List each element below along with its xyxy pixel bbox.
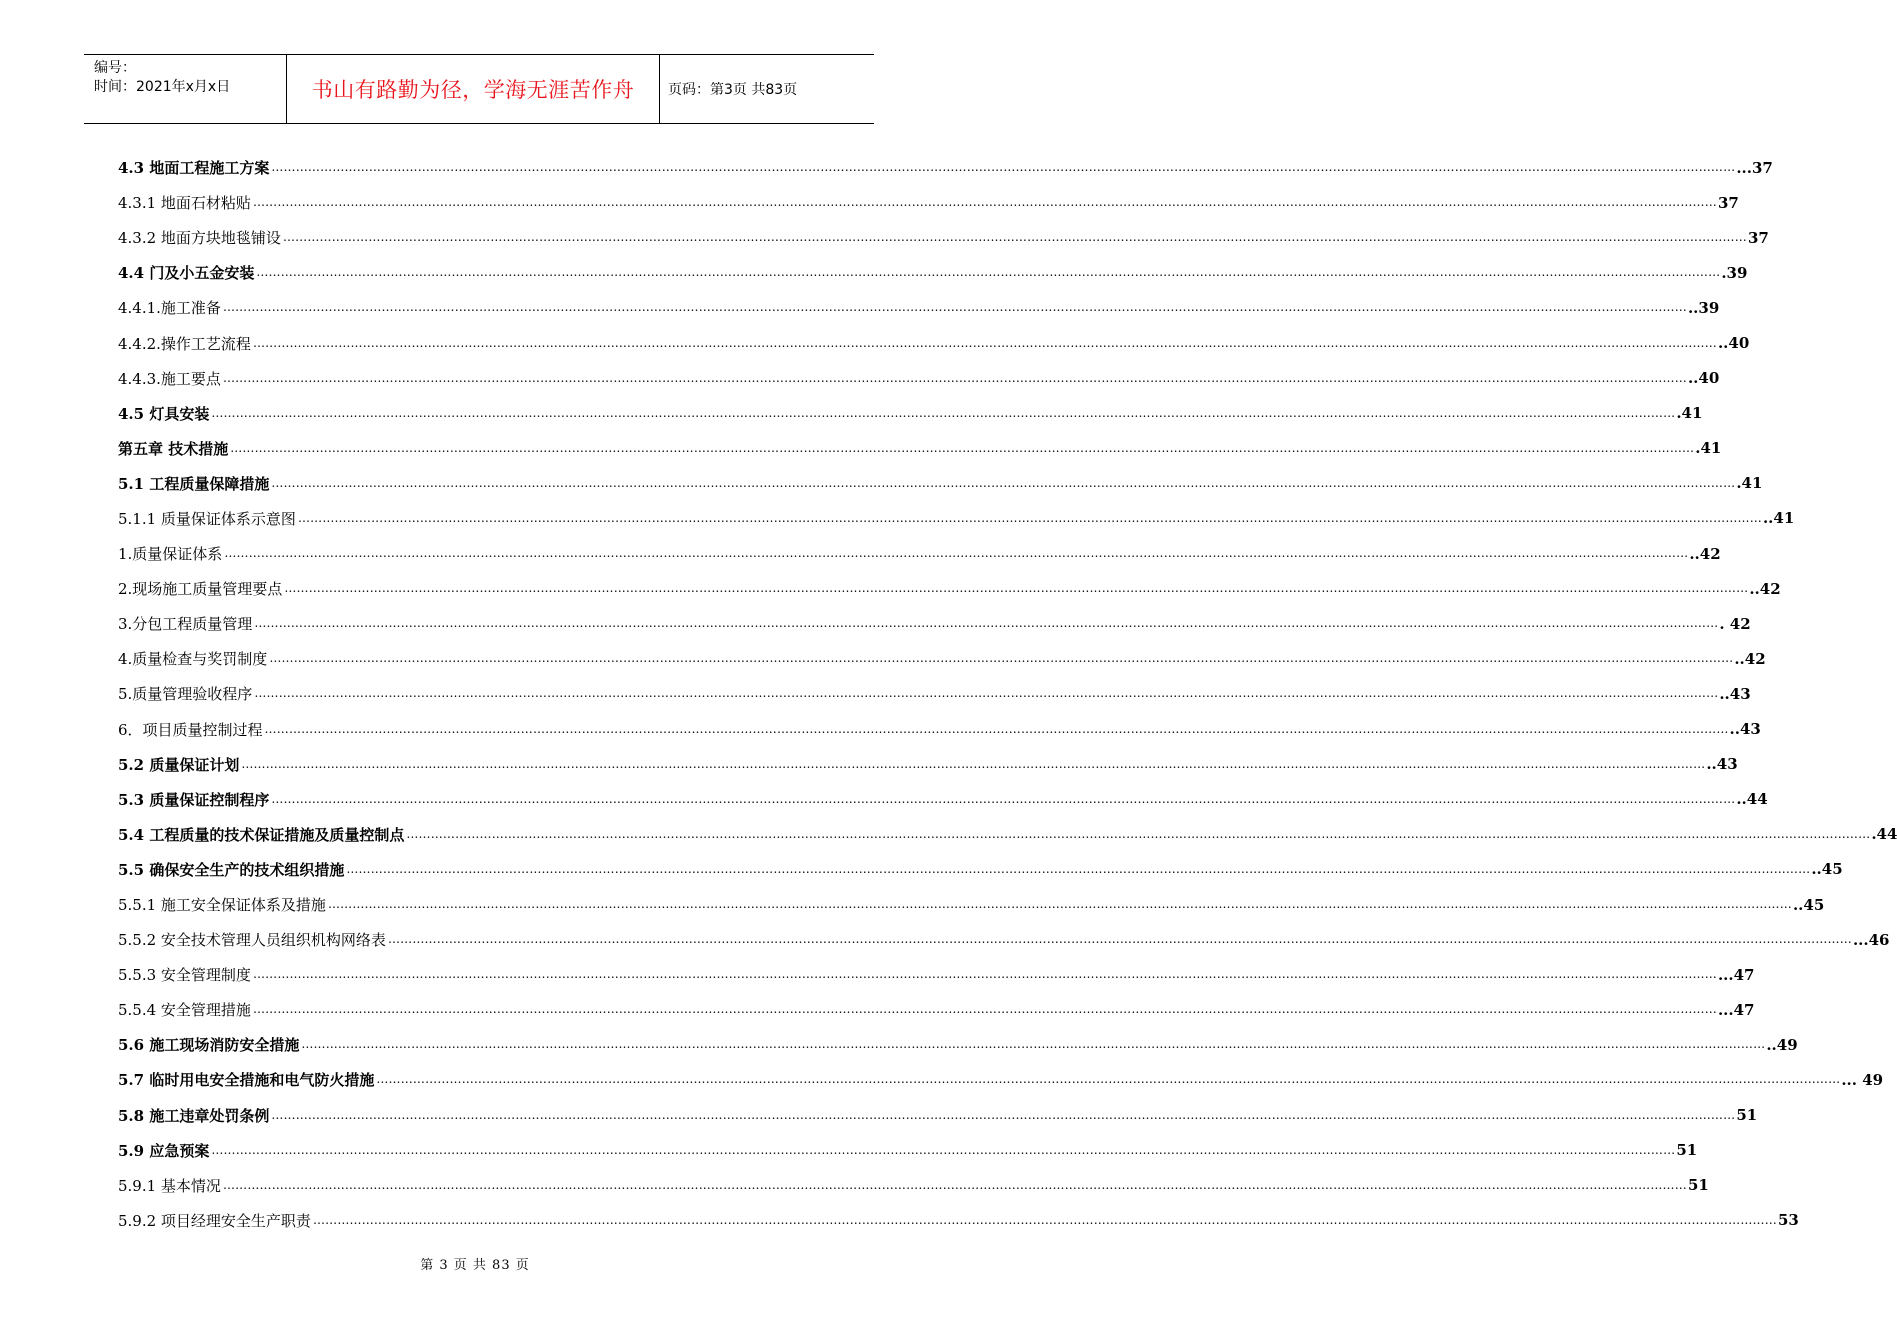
dot-leader: ……………………………………………………………………………………………………………………………………………………………………………………………………………………………………………………………………………………………………………………………… xyxy=(284,581,1749,596)
toc-entry-page: ..42 xyxy=(1734,649,1766,668)
dot-leader: ……………………………………………………………………………………………………………………………………………………………………………………………………………………………………………………………………………………………………………………………… xyxy=(230,440,1695,455)
toc-entry-page: 53 xyxy=(1777,1211,1799,1230)
toc-entry-title: 4.3.2 地面方块地毯铺设 xyxy=(118,229,281,248)
dot-leader: ……………………………………………………………………………………………………………………………………………………………………………………………………………………………………………………………………………………………………………………………… xyxy=(211,1142,1676,1157)
toc-entry-title: 5.2 质量保证计划 xyxy=(118,755,240,774)
dot-leader: ……………………………………………………………………………………………………………………………………………………………………………………………………………………………………………………………………………………………………………………………… xyxy=(271,475,1736,490)
toc-entry-title: 4.4.3.施工要点 xyxy=(118,369,221,388)
toc-entry-page: 51 xyxy=(1687,1176,1709,1195)
toc-entry[interactable] xyxy=(118,782,1768,817)
toc-entry-title: 1.质量保证体系 xyxy=(118,545,223,564)
header-meta xyxy=(84,55,286,123)
dot-leader: ……………………………………………………………………………………………………………………………………………………………………………………………………………………………………………………………………………………………………………………………… xyxy=(327,897,1792,912)
toc-entry-page: ..43 xyxy=(1729,720,1761,739)
toc-entry-page: .41 xyxy=(1676,404,1703,423)
toc-entry-page: . 42 xyxy=(1719,614,1751,633)
toc-entry-title: 6．项目质量控制过程 xyxy=(118,720,263,739)
toc-entry-title: 5.质量管理验收程序 xyxy=(118,685,253,704)
toc-entry-page: ..43 xyxy=(1719,684,1751,703)
toc-entry[interactable] xyxy=(118,1098,1758,1133)
toc-entry-page: ..39 xyxy=(1687,298,1720,317)
table-of-contents xyxy=(118,150,1897,1238)
toc-entry-title: 5.4 工程质量的技术保证措施及质量控制点 xyxy=(118,825,405,844)
toc-entry-title: 第五章 技术措施 xyxy=(118,439,229,458)
toc-entry-page: ... 49 xyxy=(1841,1070,1884,1089)
toc-entry[interactable] xyxy=(118,1168,1709,1203)
toc-entry-title: 5.9 应急预案 xyxy=(118,1141,210,1160)
toc-entry-page: .39 xyxy=(1721,263,1748,282)
toc-entry[interactable] xyxy=(118,676,1751,711)
dot-leader: ……………………………………………………………………………………………………………………………………………………………………………………………………………………………………………………………………………………………………………………………… xyxy=(264,721,1729,736)
toc-entry-title: 2.现场施工质量管理要点 xyxy=(118,580,283,599)
toc-entry[interactable] xyxy=(118,712,1761,747)
dot-leader: ……………………………………………………………………………………………………………………………………………………………………………………………………………………………………………………………………………………………………………………………… xyxy=(254,616,1719,631)
toc-entry[interactable] xyxy=(118,606,1751,641)
toc-entry[interactable] xyxy=(118,536,1721,571)
toc-entry-page: ...47 xyxy=(1717,1000,1755,1019)
toc-entry[interactable] xyxy=(118,1062,1884,1097)
dot-leader: ……………………………………………………………………………………………………………………………………………………………………………………………………………………………………………………………………………………………………………………………… xyxy=(406,826,1871,841)
toc-entry-title: 5.8 施工违章处罚条例 xyxy=(118,1106,270,1125)
dot-leader: ……………………………………………………………………………………………………………………………………………………………………………………………………………………………………………………………………………………………………………………………… xyxy=(252,1002,1717,1017)
dot-leader: ……………………………………………………………………………………………………………………………………………………………………………………………………………………………………………………………………………………………………………………………… xyxy=(271,791,1736,806)
toc-entry-title: 5.9.2 项目经理安全生产职责 xyxy=(118,1211,311,1230)
toc-entry-title: 4.4.1.施工准备 xyxy=(118,299,221,318)
toc-entry-title: 5.1.1 质量保证体系示意图 xyxy=(118,509,296,528)
dot-leader: ……………………………………………………………………………………………………………………………………………………………………………………………………………………………………………………………………………………………………………………………… xyxy=(224,546,1689,561)
toc-entry-title: 4.3.1 地面石材粘贴 xyxy=(118,194,251,213)
dot-leader: ……………………………………………………………………………………………………………………………………………………………………………………………………………………………………………………………………………………………………………………………… xyxy=(271,160,1736,175)
toc-entry[interactable] xyxy=(118,220,1769,255)
dot-leader: ……………………………………………………………………………………………………………………………………………………………………………………………………………………………………………………………………………………………………………………………… xyxy=(376,1072,1841,1087)
toc-entry-page: ..41 xyxy=(1762,509,1795,528)
toc-entry-title: 5.5.2 安全技术管理人员组织机构网络表 xyxy=(118,931,386,950)
toc-entry[interactable] xyxy=(118,957,1755,992)
toc-entry-page: ..45 xyxy=(1811,860,1843,879)
toc-entry[interactable] xyxy=(118,1027,1798,1062)
toc-entry[interactable] xyxy=(118,290,1720,325)
toc-entry-title: 4.4 门及小五金安装 xyxy=(118,264,255,283)
header-motto: 书山有路勤为径，学海无涯苦作舟 xyxy=(286,55,660,123)
dot-leader: ……………………………………………………………………………………………………………………………………………………………………………………………………………………………………………………………………………………………………………………………… xyxy=(297,510,1762,525)
dot-leader: ……………………………………………………………………………………………………………………………………………………………………………………………………………………………………………………………………………………………………………………………… xyxy=(222,370,1687,385)
toc-entry[interactable] xyxy=(118,922,1890,957)
toc-entry-page: ..45 xyxy=(1792,895,1825,914)
toc-entry-page: ...46 xyxy=(1852,930,1890,949)
toc-entry-title: 3.分包工程质量管理 xyxy=(118,615,253,634)
toc-entry-page: ...47 xyxy=(1717,965,1755,984)
toc-entry-title: 4.5 灯具安装 xyxy=(118,404,210,423)
dot-leader: ……………………………………………………………………………………………………………………………………………………………………………………………………………………………………………………………………………………………………………………………… xyxy=(312,1212,1777,1227)
toc-entry-page: ..49 xyxy=(1766,1035,1798,1054)
toc-entry[interactable] xyxy=(118,431,1722,466)
toc-entry[interactable] xyxy=(118,501,1795,536)
toc-entry-page: .41 xyxy=(1736,474,1763,493)
toc-entry-title: 5.7 临时用电安全措施和电气防火措施 xyxy=(118,1071,375,1090)
toc-entry-page: 51 xyxy=(1736,1106,1758,1125)
toc-entry[interactable] xyxy=(118,1133,1698,1168)
toc-entry[interactable] xyxy=(118,325,1750,360)
toc-entry-title: 5.6 施工现场消防安全措施 xyxy=(118,1036,300,1055)
dot-leader: ……………………………………………………………………………………………………………………………………………………………………………………………………………………………………………………………………………………………………………………………… xyxy=(282,230,1747,245)
toc-entry-page: ..44 xyxy=(1736,790,1768,809)
dot-leader: ……………………………………………………………………………………………………………………………………………………………………………………………………………………………………………………………………………………………………………………………… xyxy=(222,300,1687,315)
toc-entry-title: 4.4.2.操作工艺流程 xyxy=(118,334,251,353)
toc-entry-title: 4.质量检查与奖罚制度 xyxy=(118,650,268,669)
time-label: 时间：2021年x月x日 xyxy=(94,79,231,95)
toc-entry-page: ..40 xyxy=(1687,369,1720,388)
toc-entry-title: 5.5.1 施工安全保证体系及措施 xyxy=(118,896,326,915)
dot-leader: ……………………………………………………………………………………………………………………………………………………………………………………………………………………………………………………………………………………………………………………………… xyxy=(222,1177,1687,1192)
toc-entry[interactable] xyxy=(118,150,1773,185)
toc-entry-page: ..42 xyxy=(1689,544,1721,563)
toc-entry[interactable] xyxy=(118,852,1843,887)
toc-entry-page: .44 xyxy=(1871,825,1897,844)
dot-leader: ……………………………………………………………………………………………………………………………………………………………………………………………………………………………………………………………………………………………………………………………… xyxy=(269,651,1734,666)
toc-entry-page: ..42 xyxy=(1749,579,1781,598)
toc-entry[interactable] xyxy=(118,466,1763,501)
dot-leader: ……………………………………………………………………………………………………………………………………………………………………………………………………………………………………………………………………………………………………………………………… xyxy=(271,1107,1736,1122)
toc-entry[interactable] xyxy=(118,1203,1799,1238)
toc-entry-page: 51 xyxy=(1676,1141,1698,1160)
toc-entry-title: 4.3 地面工程施工方案 xyxy=(118,159,270,178)
header-page-info: 页码：第3页 共83页 xyxy=(668,82,798,98)
dot-leader: ……………………………………………………………………………………………………………………………………………………………………………………………………………………………………………………………………………………………………………………………… xyxy=(254,686,1719,701)
toc-entry-title: 5.1 工程质量保障措施 xyxy=(118,474,270,493)
toc-entry[interactable] xyxy=(118,396,1703,431)
page-footer: 第 3 页 共 83 页 xyxy=(420,1258,530,1273)
toc-entry-page: ..40 xyxy=(1717,334,1750,353)
toc-entry[interactable] xyxy=(118,255,1748,290)
toc-entry[interactable] xyxy=(118,992,1755,1027)
toc-entry[interactable] xyxy=(118,361,1720,396)
toc-entry-title: 5.5 确保安全生产的技术组织措施 xyxy=(118,860,345,879)
toc-entry-title: 5.5.4 安全管理措施 xyxy=(118,1001,251,1020)
dot-leader: ……………………………………………………………………………………………………………………………………………………………………………………………………………………………………………………………………………………………………………………………… xyxy=(252,967,1717,982)
toc-entry-page: .41 xyxy=(1695,439,1722,458)
dot-leader: ……………………………………………………………………………………………………………………………………………………………………………………………………………………………………………………………………………………………………………………………… xyxy=(256,265,1721,280)
dot-leader: ……………………………………………………………………………………………………………………………………………………………………………………………………………………………………………………………………………………………………………………………… xyxy=(301,1037,1766,1052)
toc-entry[interactable] xyxy=(118,641,1766,676)
dot-leader: ……………………………………………………………………………………………………………………………………………………………………………………………………………………………………………………………………………………………………………………………… xyxy=(387,932,1852,947)
dot-leader: ……………………………………………………………………………………………………………………………………………………………………………………………………………………………………………………………………………………………………………………………… xyxy=(252,195,1717,210)
toc-entry[interactable] xyxy=(118,571,1781,606)
number-label: 编号： xyxy=(94,60,136,76)
toc-entry[interactable] xyxy=(118,185,1739,220)
toc-entry[interactable] xyxy=(118,747,1738,782)
toc-entry-title: 5.9.1 基本情况 xyxy=(118,1176,221,1195)
toc-entry-page: 37 xyxy=(1717,193,1739,212)
toc-entry-title: 5.3 质量保证控制程序 xyxy=(118,790,270,809)
toc-entry-page: ..43 xyxy=(1706,755,1738,774)
toc-entry[interactable] xyxy=(118,887,1825,922)
toc-entry-title: 5.5.3 安全管理制度 xyxy=(118,966,251,985)
dot-leader: ……………………………………………………………………………………………………………………………………………………………………………………………………………………………………………………………………………………………………………………………… xyxy=(252,335,1717,350)
dot-leader: ……………………………………………………………………………………………………………………………………………………………………………………………………………………………………………………………………………………………………………………………… xyxy=(346,861,1811,876)
document-header xyxy=(84,54,874,124)
toc-entry-page: 37 xyxy=(1747,228,1769,247)
toc-entry-page: ...37 xyxy=(1736,158,1773,177)
toc-entry[interactable] xyxy=(118,817,1897,852)
dot-leader: ……………………………………………………………………………………………………………………………………………………………………………………………………………………………………………………………………………………………………………………………… xyxy=(211,405,1676,420)
dot-leader: ……………………………………………………………………………………………………………………………………………………………………………………………………………………………………………………………………………………………………………………………… xyxy=(241,756,1706,771)
